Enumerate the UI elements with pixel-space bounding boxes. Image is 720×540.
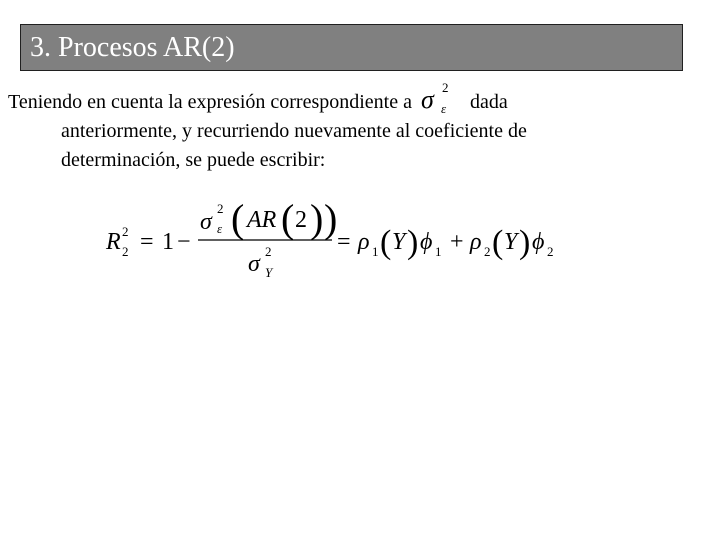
inline-sigma-sub: ε <box>440 101 447 116</box>
formula-rparen-Y2: ) <box>519 224 531 261</box>
formula-lparen-Y1: ( <box>380 224 392 261</box>
formula-inner-rparen: ) <box>310 196 324 241</box>
formula-phi-2-sub: 2 <box>547 244 554 259</box>
inline-symbol-svg <box>417 80 465 116</box>
formula-svg <box>100 193 580 283</box>
formula-phi-1-sub: 1 <box>435 244 442 259</box>
formula-rho-1-sub: 1 <box>372 244 379 259</box>
formula-rho-2: ρ <box>470 229 482 255</box>
formula-num-sigma-sup: 2 <box>217 201 224 216</box>
formula-rho-2-sub: 2 <box>484 244 491 259</box>
paragraph-line-2: anteriormente, y recurriendo nuevamente al coeficiente de <box>61 120 527 142</box>
formula-Y-2: Y <box>504 229 518 255</box>
formula-den-sigma-sub: Y <box>265 265 273 280</box>
formula-rparen-Y1: ) <box>407 224 419 261</box>
formula-phi-2: ϕ <box>532 229 545 255</box>
formula-two: 2 <box>295 207 307 233</box>
paragraph-line-1-start: Teniendo en cuenta la expresión correspondiente a <box>8 91 417 113</box>
formula-minus: − <box>177 229 191 255</box>
formula-num-sigma-sub: ε <box>217 221 223 236</box>
paragraph-line-1-end: dada <box>464 91 508 113</box>
slide-title: 3. Procesos AR(2) <box>30 32 235 63</box>
formula-lparen-Y2: ( <box>492 224 504 261</box>
formula-den-sigma: σ <box>248 251 260 277</box>
title-bar <box>20 24 683 71</box>
formula-inner-lparen: ( <box>281 196 295 241</box>
formula-R-sub: 2 <box>122 244 129 259</box>
formula-R: R <box>106 229 121 255</box>
formula-rho-1: ρ <box>358 229 370 255</box>
formula-plus: + <box>450 229 464 255</box>
formula-rparen: ) <box>324 196 338 241</box>
formula-Y-1: Y <box>392 229 406 255</box>
formula-phi-1: ϕ <box>420 229 433 255</box>
paragraph-line-3: determinación, se puede escribir: <box>61 149 326 171</box>
formula-num-sigma: σ <box>200 209 212 235</box>
inline-sigma-sup: 2 <box>441 80 449 95</box>
body-paragraph <box>8 80 688 175</box>
formula-den-sigma-sup: 2 <box>265 244 272 259</box>
formula-equals-1: = <box>140 229 154 255</box>
formula <box>100 193 580 283</box>
inline-sigma: σ <box>420 85 434 114</box>
formula-one: 1 <box>162 229 174 255</box>
paragraph-line-1 <box>8 80 688 117</box>
formula-R-sup: 2 <box>122 224 129 239</box>
formula-AR: AR <box>247 207 277 233</box>
formula-lparen: ( <box>231 196 245 241</box>
formula-equals-2: = <box>337 229 351 255</box>
inline-sigma-epsilon-symbol <box>417 80 465 117</box>
